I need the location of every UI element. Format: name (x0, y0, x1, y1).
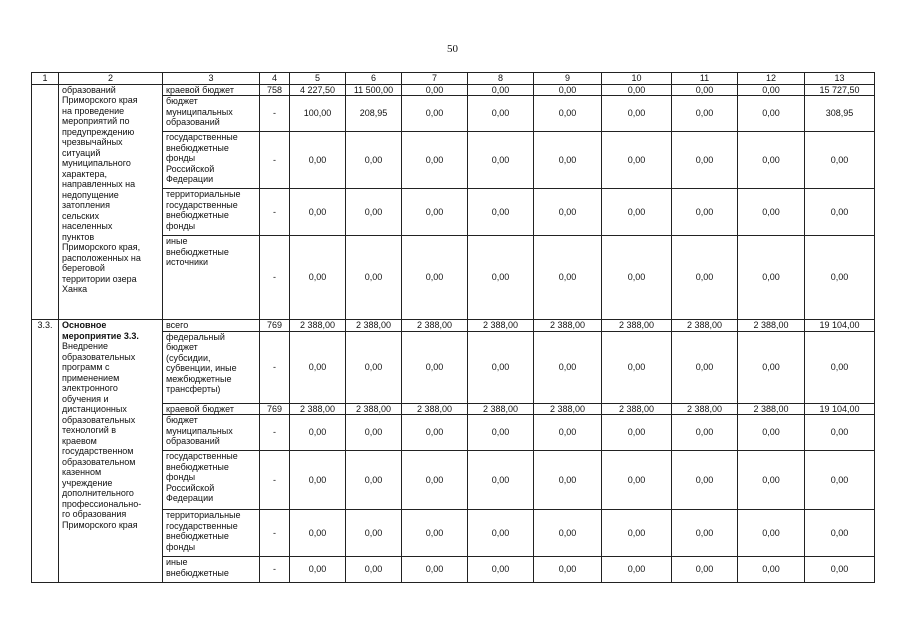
amount-cell: 0,00 (534, 415, 602, 451)
text-line: муниципального (62, 158, 131, 168)
amount-cell: 0,00 (290, 451, 346, 510)
text-line: фонды (166, 541, 196, 552)
text-line: иные (166, 557, 188, 567)
amount-cell: 0,00 (534, 132, 602, 189)
amount-cell: 0,00 (468, 415, 534, 451)
amount-cell: 0,00 (346, 331, 402, 403)
amount-cell: 0,00 (290, 415, 346, 451)
text-line: внебюджетные (166, 461, 229, 472)
text-line: Приморского края (62, 95, 138, 105)
header-row (32, 73, 875, 85)
amount-cell: 0,00 (468, 84, 534, 96)
amount-cell: 2 388,00 (468, 320, 534, 332)
amount-cell: 0,00 (738, 331, 805, 403)
text-line: затопления (62, 200, 110, 210)
text-line: краевой бюджет (166, 84, 234, 95)
text-line: мероприятий по (62, 116, 130, 126)
budget-code: - (260, 132, 290, 189)
amount-cell: 0,00 (805, 189, 875, 236)
text-line: Основное (62, 320, 107, 330)
amount-cell: 0,00 (468, 236, 534, 320)
amount-cell: 2 388,00 (738, 403, 805, 415)
text-line: применением (62, 372, 120, 383)
text-line: технологий в (62, 425, 117, 435)
text-line: краевой бюджет (166, 403, 234, 414)
budget-code: - (260, 451, 290, 510)
amount-cell: 0,00 (602, 84, 672, 96)
measure-name (59, 84, 163, 320)
funding-source (163, 331, 260, 403)
text-line: фонды (166, 153, 196, 163)
text-line: образований (166, 117, 220, 127)
amount-cell: 0,00 (672, 557, 738, 583)
amount-cell: 0,00 (534, 96, 602, 132)
amount-cell: 0,00 (402, 84, 468, 96)
text-line: на проведение (62, 105, 125, 116)
amount-cell: 0,00 (738, 415, 805, 451)
amount-cell: 0,00 (738, 132, 805, 189)
funding-source (163, 415, 260, 451)
amount-cell: 0,00 (402, 451, 468, 510)
budget-code: - (260, 510, 290, 557)
text-line: муниципальных (166, 425, 233, 436)
amount-cell: 0,00 (468, 557, 534, 583)
amount-cell: 0,00 (534, 236, 602, 320)
text-line: образовательных (62, 414, 136, 425)
amount-cell: 0,00 (468, 132, 534, 189)
column-number: 12 (738, 73, 805, 85)
text-line: сельских (62, 210, 100, 221)
amount-cell: 2 388,00 (672, 403, 738, 415)
amount-cell: 2 388,00 (290, 320, 346, 332)
amount-cell: 2 388,00 (738, 320, 805, 332)
amount-cell: 0,00 (468, 96, 534, 132)
amount-cell: 2 388,00 (402, 320, 468, 332)
text-line: обучения и (62, 393, 109, 404)
amount-cell: 0,00 (738, 84, 805, 96)
amount-cell: 0,00 (672, 96, 738, 132)
amount-cell: 0,00 (290, 236, 346, 320)
text-line: федеральный (166, 331, 225, 342)
amount-cell: 19 104,00 (805, 320, 875, 332)
text-line: направленных на (62, 179, 136, 189)
text-line: (субсидии, (166, 352, 211, 363)
text-line: фонды (166, 472, 196, 482)
text-line: го образования (62, 509, 127, 519)
amount-cell: 0,00 (672, 415, 738, 451)
amount-cell: 2 388,00 (602, 403, 672, 415)
text-line: пунктов (62, 231, 95, 242)
column-number: 3 (163, 73, 260, 85)
amount-cell: 0,00 (346, 415, 402, 451)
amount-cell: 0,00 (672, 132, 738, 189)
text-line: межбюджетные (166, 373, 232, 384)
amount-cell: 0,00 (602, 451, 672, 510)
column-number: 11 (672, 73, 738, 85)
amount-cell: 0,00 (346, 510, 402, 557)
amount-cell: 0,00 (534, 510, 602, 557)
text-line: мероприятие 3.3. (62, 330, 139, 341)
amount-cell: 0,00 (402, 96, 468, 132)
text-line: муниципальных (166, 106, 233, 117)
amount-cell: 0,00 (805, 451, 875, 510)
amount-cell: 2 388,00 (468, 403, 534, 415)
amount-cell: 15 727,50 (805, 84, 875, 96)
amount-cell: 0,00 (468, 451, 534, 510)
budget-code: 769 (260, 403, 290, 415)
amount-cell: 0,00 (738, 510, 805, 557)
amount-cell: 0,00 (290, 510, 346, 557)
text-line: государственном (62, 446, 134, 456)
text-line: территории озера (62, 273, 137, 284)
amount-cell: 0,00 (738, 451, 805, 510)
amount-cell: 0,00 (672, 236, 738, 320)
amount-cell: 2 388,00 (534, 403, 602, 415)
amount-cell: 19 104,00 (805, 403, 875, 415)
text-line: дополнительного (62, 488, 134, 498)
funding-source (163, 84, 260, 96)
text-line: Внедрение (62, 341, 109, 351)
text-line: всего (166, 320, 189, 330)
text-line: бюджет (166, 415, 198, 425)
text-line: Российской (166, 482, 215, 493)
amount-cell: 0,00 (290, 331, 346, 403)
text-line: программ с (62, 362, 110, 372)
amount-cell: 0,00 (534, 331, 602, 403)
funding-source (163, 132, 260, 189)
amount-cell: 0,00 (346, 557, 402, 583)
amount-cell: 2 388,00 (290, 403, 346, 415)
amount-cell: 0,00 (602, 557, 672, 583)
text-line: чрезвычайных (62, 137, 123, 147)
amount-cell: 0,00 (290, 557, 346, 583)
column-number: 7 (402, 73, 468, 85)
amount-cell: 0,00 (402, 415, 468, 451)
amount-cell: 0,00 (534, 84, 602, 96)
text-line: Федерации (166, 493, 214, 503)
amount-cell: 0,00 (468, 189, 534, 236)
amount-cell: 0,00 (534, 451, 602, 510)
funding-source (163, 320, 260, 332)
amount-cell: 0,00 (602, 415, 672, 451)
text-line: Российской (166, 163, 215, 174)
funding-source (163, 557, 260, 583)
budget-code: - (260, 415, 290, 451)
row-index (32, 84, 59, 320)
text-line: учреждение (62, 477, 113, 488)
amount-cell: 0,00 (602, 236, 672, 320)
text-line: профессионально- (62, 498, 142, 509)
funding-source (163, 236, 260, 320)
funding-source (163, 189, 260, 236)
amount-cell: 0,00 (805, 331, 875, 403)
funding-source (163, 96, 260, 132)
budget-code: - (260, 96, 290, 132)
amount-cell: 2 388,00 (402, 403, 468, 415)
text-line: Приморского края, (62, 242, 141, 252)
funding-source (163, 403, 260, 415)
text-line: береговой (62, 263, 105, 273)
amount-cell: 0,00 (672, 189, 738, 236)
text-line: Приморского края (62, 519, 138, 530)
text-line: государственные (166, 199, 238, 210)
funding-source (163, 510, 260, 557)
text-line: расположенных на (62, 252, 141, 263)
text-line: дистанционных (62, 404, 127, 414)
amount-cell: 0,00 (534, 189, 602, 236)
amount-cell: 0,00 (402, 132, 468, 189)
budget-code: - (260, 557, 290, 583)
amount-cell: 0,00 (290, 132, 346, 189)
amount-cell: 0,00 (602, 96, 672, 132)
text-line: образовательном (62, 456, 136, 467)
text-line: Ханка (62, 284, 88, 294)
amount-cell: 0,00 (805, 415, 875, 451)
amount-cell: 0,00 (805, 236, 875, 320)
text-line: внебюджетные (166, 210, 229, 220)
amount-cell: 2 388,00 (672, 320, 738, 332)
amount-cell: 0,00 (346, 189, 402, 236)
column-number: 9 (534, 73, 602, 85)
text-line: трансферты) (166, 384, 221, 394)
text-line: иные (166, 236, 188, 246)
amount-cell: 0,00 (402, 557, 468, 583)
budget-code: - (260, 236, 290, 320)
amount-cell: 0,00 (534, 557, 602, 583)
amount-cell: 0,00 (346, 132, 402, 189)
amount-cell: 0,00 (402, 510, 468, 557)
row-index: 3.3. (32, 320, 59, 583)
text-line: фонды (166, 220, 196, 231)
budget-code: 769 (260, 320, 290, 332)
column-number: 13 (805, 73, 875, 85)
funding-source (163, 451, 260, 510)
budget-table (31, 72, 875, 583)
text-line: территориальные (166, 510, 241, 520)
amount-cell: 0,00 (738, 189, 805, 236)
amount-cell: 0,00 (672, 84, 738, 96)
table-row (32, 320, 875, 332)
amount-cell: 11 500,00 (346, 84, 402, 96)
text-line: субвенции, иные (166, 363, 237, 373)
budget-code: - (260, 189, 290, 236)
amount-cell: 0,00 (602, 189, 672, 236)
text-line: бюджет (166, 96, 198, 106)
text-line: государственные (166, 520, 238, 531)
amount-cell: 0,00 (672, 331, 738, 403)
column-number: 6 (346, 73, 402, 85)
text-line: недопущение (62, 189, 119, 200)
amount-cell: 0,00 (290, 189, 346, 236)
amount-cell: 0,00 (346, 451, 402, 510)
amount-cell: 308,95 (805, 96, 875, 132)
text-line: источники (166, 257, 209, 267)
amount-cell: 0,00 (602, 331, 672, 403)
amount-cell: 0,00 (402, 236, 468, 320)
budget-code: - (260, 331, 290, 403)
text-line: характера, (62, 168, 107, 179)
column-number: 1 (32, 73, 59, 85)
amount-cell: 0,00 (738, 236, 805, 320)
amount-cell: 0,00 (738, 96, 805, 132)
amount-cell: 0,00 (602, 510, 672, 557)
text-line: образований (166, 436, 220, 446)
text-line: краевом (62, 435, 97, 446)
text-line: электронного (62, 383, 118, 393)
text-line: населенных (62, 221, 113, 231)
text-line: внебюджетные (166, 142, 229, 153)
amount-cell: 0,00 (805, 510, 875, 557)
budget-code: 758 (260, 84, 290, 96)
column-number: 8 (468, 73, 534, 85)
amount-cell: 0,00 (346, 236, 402, 320)
text-line: Федерации (166, 174, 214, 184)
amount-cell: 2 388,00 (346, 403, 402, 415)
text-line: государственные (166, 451, 238, 461)
text-line: предупреждению (62, 126, 135, 137)
text-line: ситуаций (62, 147, 101, 158)
text-line: внебюджетные (166, 246, 229, 257)
table-row (32, 84, 875, 96)
text-line: государственные (166, 132, 238, 142)
column-number: 5 (290, 73, 346, 85)
amount-cell: 0,00 (468, 510, 534, 557)
amount-cell: 0,00 (672, 510, 738, 557)
amount-cell: 4 227,50 (290, 84, 346, 96)
text-line: образовательных (62, 351, 136, 362)
amount-cell: 0,00 (402, 189, 468, 236)
text-line: территориальные (166, 189, 241, 199)
amount-cell: 0,00 (468, 331, 534, 403)
text-line: бюджет (166, 342, 198, 352)
text-line: казенном (62, 467, 102, 477)
page-number: 50 (447, 43, 458, 55)
text-line: образований (62, 84, 116, 95)
amount-cell: 100,00 (290, 96, 346, 132)
amount-cell: 0,00 (805, 132, 875, 189)
amount-cell: 0,00 (602, 132, 672, 189)
amount-cell: 2 388,00 (534, 320, 602, 332)
amount-cell: 2 388,00 (346, 320, 402, 332)
amount-cell: 2 388,00 (602, 320, 672, 332)
column-number: 10 (602, 73, 672, 85)
measure-name (59, 320, 163, 583)
amount-cell: 0,00 (738, 557, 805, 583)
column-number: 4 (260, 73, 290, 85)
amount-cell: 0,00 (402, 331, 468, 403)
text-line: внебюджетные (166, 531, 229, 541)
amount-cell: 0,00 (805, 557, 875, 583)
amount-cell: 0,00 (672, 451, 738, 510)
column-number: 2 (59, 73, 163, 85)
text-line: внебюджетные (166, 567, 229, 578)
amount-cell: 208,95 (346, 96, 402, 132)
